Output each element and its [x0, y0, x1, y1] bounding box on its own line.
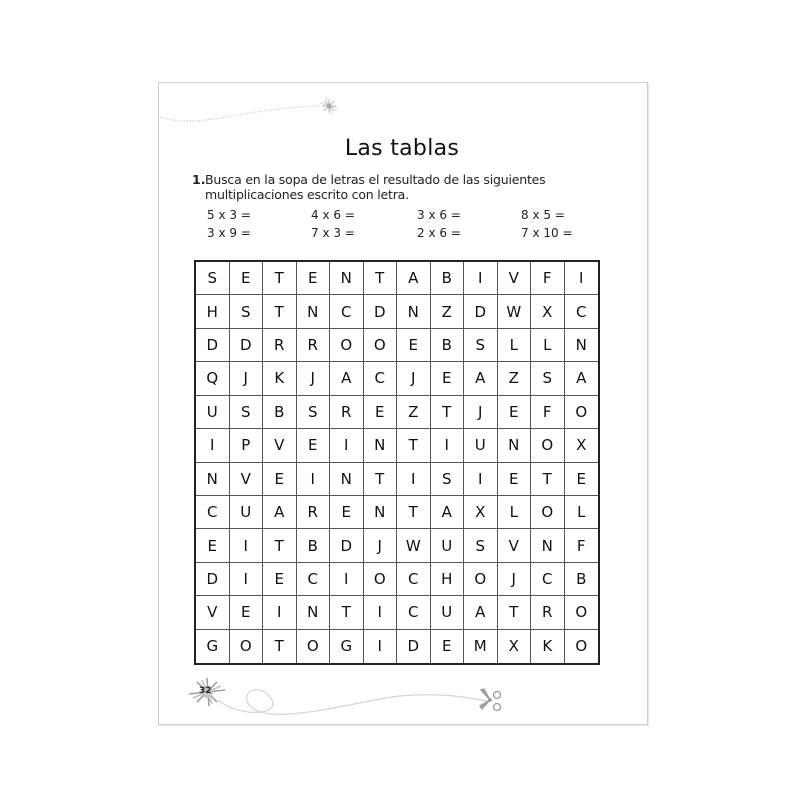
grid-cell[interactable]: I	[330, 563, 364, 596]
grid-cell[interactable]: N	[330, 463, 364, 496]
grid-cell[interactable]: N	[330, 262, 364, 295]
grid-cell[interactable]: E	[263, 463, 297, 496]
grid-cell[interactable]: T	[498, 596, 532, 629]
grid-cell[interactable]: I	[464, 262, 498, 295]
grid-cell[interactable]: J	[464, 396, 498, 429]
grid-cell[interactable]: A	[330, 362, 364, 395]
grid-cell[interactable]: K	[531, 630, 565, 663]
grid-cell[interactable]: D	[397, 630, 431, 663]
grid-cell[interactable]: I	[196, 429, 230, 462]
grid-cell[interactable]: S	[464, 329, 498, 362]
grid-cell[interactable]: D	[464, 295, 498, 328]
grid-cell[interactable]: O	[464, 563, 498, 596]
grid-cell[interactable]: S	[431, 463, 465, 496]
grid-cell[interactable]: J	[364, 529, 398, 562]
grid-cell[interactable]: A	[565, 362, 599, 395]
grid-cell[interactable]: A	[464, 596, 498, 629]
grid-cell[interactable]: G	[196, 630, 230, 663]
grid-cell[interactable]: O	[531, 429, 565, 462]
grid-cell[interactable]: F	[531, 262, 565, 295]
grid-cell[interactable]: X	[464, 496, 498, 529]
grid-cell[interactable]: N	[364, 496, 398, 529]
equation: 3 x 6 =	[417, 208, 461, 222]
grid-cell[interactable]: E	[397, 329, 431, 362]
grid-cell[interactable]: T	[397, 429, 431, 462]
grid-cell[interactable]: E	[431, 362, 465, 395]
grid-cell[interactable]: T	[263, 630, 297, 663]
grid-cell[interactable]: N	[297, 596, 331, 629]
grid-cell[interactable]: B	[263, 396, 297, 429]
grid-cell[interactable]: D	[196, 563, 230, 596]
grid-cell[interactable]: I	[330, 429, 364, 462]
grid-cell[interactable]: N	[196, 463, 230, 496]
grid-cell[interactable]: W	[397, 529, 431, 562]
grid-cell[interactable]: T	[263, 262, 297, 295]
equation: 5 x 3 =	[207, 208, 251, 222]
grid-cell[interactable]: N	[397, 295, 431, 328]
grid-cell[interactable]: C	[531, 563, 565, 596]
grid-cell[interactable]: A	[431, 496, 465, 529]
instruction-text: Busca en la sopa de letras el resultado de las siguientes multiplicaciones escrito con letra.	[205, 172, 546, 202]
grid-cell[interactable]: S	[297, 396, 331, 429]
grid-cell[interactable]: I	[565, 262, 599, 295]
grid-cell[interactable]: B	[297, 529, 331, 562]
grid-cell[interactable]: S	[196, 262, 230, 295]
grid-cell[interactable]: T	[330, 596, 364, 629]
grid-cell[interactable]: U	[196, 396, 230, 429]
grid-cell[interactable]: W	[498, 295, 532, 328]
grid-cell[interactable]: U	[230, 496, 264, 529]
equation: 7 x 3 =	[311, 226, 355, 240]
grid-cell[interactable]: A	[263, 496, 297, 529]
grid-cell[interactable]: Z	[498, 362, 532, 395]
grid-cell[interactable]: N	[364, 429, 398, 462]
grid-cell[interactable]: T	[531, 463, 565, 496]
grid-cell[interactable]: C	[297, 563, 331, 596]
grid-cell[interactable]: E	[565, 463, 599, 496]
grid-cell[interactable]: V	[196, 596, 230, 629]
grid-cell[interactable]: T	[364, 463, 398, 496]
grid-cell[interactable]: R	[297, 329, 331, 362]
grid-cell[interactable]: D	[230, 329, 264, 362]
grid-cell[interactable]: N	[531, 529, 565, 562]
grid-cell[interactable]: I	[364, 630, 398, 663]
grid-cell[interactable]: A	[464, 362, 498, 395]
grid-cell[interactable]: N	[498, 429, 532, 462]
grid-cell[interactable]: E	[297, 429, 331, 462]
grid-cell[interactable]: U	[464, 429, 498, 462]
grid-cell[interactable]: T	[397, 496, 431, 529]
grid-cell[interactable]: O	[364, 329, 398, 362]
grid-cell[interactable]: E	[330, 496, 364, 529]
grid-cell[interactable]: O	[230, 630, 264, 663]
grid-cell[interactable]: E	[431, 630, 465, 663]
grid-cell[interactable]: E	[196, 529, 230, 562]
grid-cell[interactable]: C	[565, 295, 599, 328]
grid-cell[interactable]: E	[498, 463, 532, 496]
grid-cell[interactable]: C	[330, 295, 364, 328]
grid-cell[interactable]: O	[364, 563, 398, 596]
grid-cell[interactable]: I	[364, 596, 398, 629]
equation: 2 x 6 =	[417, 226, 461, 240]
grid-cell[interactable]: R	[330, 396, 364, 429]
grid-cell[interactable]: F	[565, 529, 599, 562]
grid-cell[interactable]: G	[330, 630, 364, 663]
grid-cell[interactable]: D	[330, 529, 364, 562]
grid-cell[interactable]: V	[230, 463, 264, 496]
equation: 3 x 9 =	[207, 226, 251, 240]
grid-cell[interactable]: X	[531, 295, 565, 328]
grid-cell[interactable]: O	[531, 496, 565, 529]
grid-cell[interactable]: S	[230, 396, 264, 429]
equation: 7 x 10 =	[521, 226, 573, 240]
grid-cell[interactable]: J	[397, 362, 431, 395]
grid-cell[interactable]: S	[464, 529, 498, 562]
grid-cell[interactable]: J	[230, 362, 264, 395]
grid-cell[interactable]: F	[531, 396, 565, 429]
grid-cell[interactable]: B	[565, 563, 599, 596]
grid-cell[interactable]: D	[364, 295, 398, 328]
grid-cell[interactable]: C	[397, 596, 431, 629]
grid-cell[interactable]: O	[565, 396, 599, 429]
grid-cell[interactable]: K	[263, 362, 297, 395]
grid-cell[interactable]: A	[397, 262, 431, 295]
grid-cell[interactable]: U	[431, 529, 465, 562]
grid-cell[interactable]: D	[196, 329, 230, 362]
grid-cell[interactable]: S	[230, 295, 264, 328]
grid-cell[interactable]: L	[565, 496, 599, 529]
grid-cell[interactable]: V	[498, 529, 532, 562]
grid-cell[interactable]: P	[230, 429, 264, 462]
grid-cell[interactable]: E	[364, 396, 398, 429]
exercise-number: 1.	[192, 172, 206, 187]
grid-cell[interactable]: T	[364, 262, 398, 295]
grid-cell[interactable]: R	[297, 496, 331, 529]
grid-cell[interactable]: I	[230, 529, 264, 562]
grid-cell[interactable]: Z	[431, 295, 465, 328]
grid-cell[interactable]: O	[297, 630, 331, 663]
grid-cell[interactable]: B	[431, 262, 465, 295]
grid-cell[interactable]: E	[297, 262, 331, 295]
grid-cell[interactable]: I	[397, 463, 431, 496]
grid-cell[interactable]: O	[575, 637, 588, 656]
grid-cell[interactable]: H	[431, 563, 465, 596]
grid-cell[interactable]: E	[230, 596, 264, 629]
grid-cell[interactable]: E	[498, 396, 532, 429]
grid-cell[interactable]: O	[565, 596, 599, 629]
grid-cell[interactable]: B	[431, 329, 465, 362]
page-title: Las tablas	[344, 136, 460, 161]
grid-cell[interactable]: T	[431, 396, 465, 429]
page-number: 32	[199, 686, 212, 696]
grid-cell[interactable]: C	[397, 563, 431, 596]
grid-cell[interactable]: R	[531, 596, 565, 629]
grid-cell[interactable]: J	[498, 563, 532, 596]
grid-cell[interactable]: T	[263, 529, 297, 562]
equation: 4 x 6 =	[311, 208, 355, 222]
grid-cell[interactable]: E	[263, 563, 297, 596]
grid-cell[interactable]: I	[431, 429, 465, 462]
grid-cell[interactable]: I	[464, 463, 498, 496]
grid-cell[interactable]: S	[531, 362, 565, 395]
grid-cell[interactable]: I	[297, 463, 331, 496]
grid-cell[interactable]: U	[431, 596, 465, 629]
grid-cell[interactable]: C	[196, 496, 230, 529]
equation: 8 x 5 =	[521, 208, 565, 222]
grid-cell[interactable]: I	[230, 563, 264, 596]
grid-cell[interactable]: X	[565, 429, 599, 462]
grid-cell[interactable]: X	[498, 630, 532, 663]
grid-cell[interactable]: Q	[196, 362, 230, 395]
grid-cell[interactable]: Z	[397, 396, 431, 429]
grid-cell[interactable]: R	[263, 329, 297, 362]
grid-cell[interactable]: O	[330, 329, 364, 362]
grid-cell[interactable]: T	[263, 295, 297, 328]
grid-cell[interactable]: V	[263, 429, 297, 462]
grid-cell[interactable]: V	[498, 262, 532, 295]
grid-cell[interactable]: J	[297, 362, 331, 395]
grid-cell[interactable]: M	[464, 630, 498, 663]
grid-cell[interactable]: C	[364, 362, 398, 395]
grid-cell[interactable]: N	[297, 295, 331, 328]
grid-cell[interactable]: E	[230, 262, 264, 295]
grid-cell[interactable]: L	[498, 496, 532, 529]
grid-cell[interactable]: L	[498, 329, 532, 362]
grid-cell[interactable]: N	[565, 329, 599, 362]
grid-cell[interactable]: H	[196, 295, 230, 328]
grid-cell[interactable]: I	[263, 596, 297, 629]
grid-cell[interactable]: L	[531, 329, 565, 362]
